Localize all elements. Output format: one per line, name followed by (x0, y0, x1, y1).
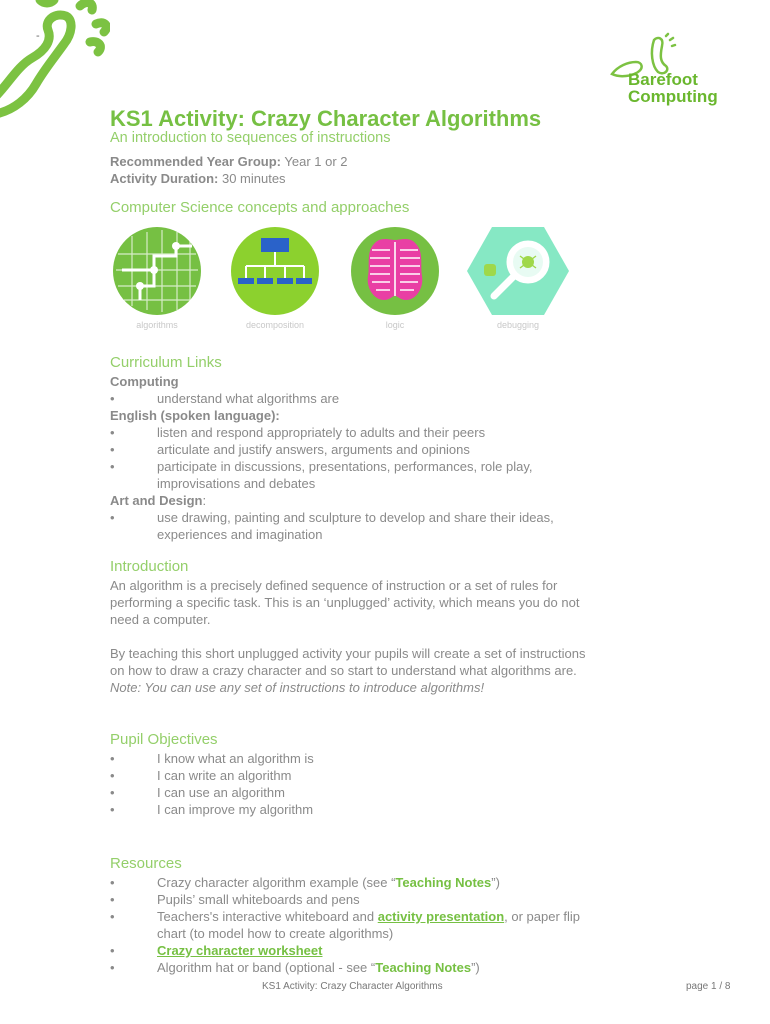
concepts-heading: Computer Science concepts and approaches (110, 199, 410, 216)
logo-text-barefoot: Barefoot (628, 70, 698, 89)
concept-label-debugging: debugging (496, 320, 540, 330)
intro-paragraph-2-line-2: on how to draw a crazy character and so start to understand what algorithms are. (110, 663, 577, 678)
teaching-notes-ref: Teaching Notes (375, 960, 472, 975)
intro-note: Note: You can use any set of instructions to introduce algorithms! (110, 680, 485, 695)
logo-text-computing: Computing (628, 87, 718, 106)
concept-label-logic: logic (385, 320, 405, 330)
concept-label-algorithms: algorithms (136, 320, 178, 330)
decomposition-icon (230, 226, 320, 316)
page-subtitle: An introduction to sequences of instructions (110, 130, 391, 146)
year-group-label: Recommended Year Group: (110, 154, 281, 169)
year-group (110, 154, 348, 169)
art-subheading: Art and Design: (110, 493, 207, 508)
crazy-character-worksheet-link[interactable]: Crazy character worksheet (157, 943, 323, 958)
debugging-icon (466, 226, 570, 316)
english-subheading: English (spoken language): (110, 408, 280, 423)
curriculum-heading: Curriculum Links (110, 354, 222, 371)
algorithms-icon (112, 226, 202, 316)
introduction-heading: Introduction (110, 558, 189, 575)
intro-paragraph-1-line-1: An algorithm is a precisely defined sequence of instruction or a set of rules for (110, 578, 558, 593)
intro-paragraph-1-line-2: performing a specific task. This is an ‘unplugged’ activity, which means you do not (110, 595, 580, 610)
teaching-notes-ref: Teaching Notes (395, 875, 492, 890)
activity-presentation-link[interactable]: activity presentation (377, 909, 505, 924)
computing-subheading: Computing (110, 374, 179, 389)
objectives-heading: Pupil Objectives (110, 731, 218, 748)
corner-mark: - (36, 30, 40, 42)
footprint-decoration (0, 0, 110, 120)
activity-duration (110, 171, 286, 186)
duration-value: 30 minutes (221, 171, 286, 186)
year-group-value: Year 1 or 2 (284, 154, 348, 169)
barefoot-logo (608, 32, 738, 108)
intro-paragraph-1-line-3: need a computer. (110, 612, 211, 627)
intro-paragraph-2-line-1: By teaching this short unplugged activity your pupils will create a set of instructions (110, 646, 586, 661)
logic-icon (350, 226, 440, 316)
footer-page-number: page 1 / 8 (686, 981, 731, 992)
resources-heading: Resources (110, 855, 182, 872)
footer-document-title: KS1 Activity: Crazy Character Algorithms (262, 981, 443, 992)
page-title: KS1 Activity: Crazy Character Algorithms (110, 106, 542, 131)
duration-label: Activity Duration: (110, 171, 219, 186)
concept-label-decomposition: decomposition (245, 320, 305, 330)
